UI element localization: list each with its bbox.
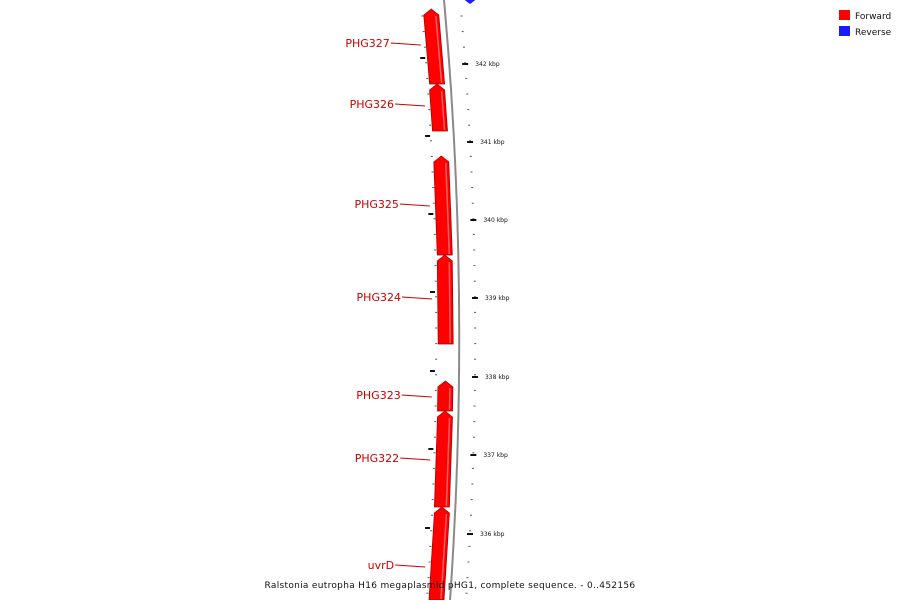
- gene-leader-line: [400, 204, 430, 206]
- scale-tick-label: 337 kbp: [483, 452, 508, 459]
- gene-arrow[interactable]: [424, 9, 445, 84]
- scale-tick-label: 341 kbp: [480, 139, 505, 146]
- scale-tick-label: 338 kbp: [485, 374, 510, 381]
- gene-label[interactable]: PHG322: [355, 452, 399, 465]
- gene-leader-line: [391, 43, 421, 45]
- gene-arrow[interactable]: [437, 255, 453, 344]
- gene-labels: [345, 37, 432, 572]
- gene-label[interactable]: PHG324: [357, 291, 401, 304]
- gene-leader-line: [402, 297, 432, 299]
- forward-legend-label: Forward: [855, 12, 891, 22]
- forward-legend-swatch: [839, 10, 850, 20]
- gene-leader-line: [400, 458, 430, 460]
- scale-tick-label: 336 kbp: [480, 531, 505, 538]
- gene-leader-line: [402, 395, 432, 397]
- gene-features: [424, 9, 453, 600]
- gene-arrow[interactable]: [434, 156, 453, 255]
- scale-tick-label: 339 kbp: [485, 295, 510, 302]
- reverse-legend-swatch: [839, 26, 850, 36]
- gene-leader-line: [395, 565, 425, 567]
- reverse-feature: [462, 0, 478, 4]
- reverse-legend-label: Reverse: [855, 28, 892, 38]
- gene-label[interactable]: PHG326: [350, 98, 394, 111]
- gene-leader-line: [395, 104, 425, 106]
- scale-tick-label: 342 kbp: [475, 61, 500, 68]
- gene-label[interactable]: PHG327: [345, 37, 389, 50]
- gene-label[interactable]: PHG323: [356, 389, 400, 402]
- gene-arrow[interactable]: [430, 84, 448, 131]
- strand-legend: [839, 10, 892, 38]
- gene-label[interactable]: uvrD: [368, 559, 394, 572]
- gene-arrow-highlight: [449, 262, 450, 343]
- scale-tick-label: 340 kbp: [483, 217, 508, 224]
- sequence-caption: Ralstonia eutropha H16 megaplasmid pHG1, complete sequence. - 0..452156: [265, 581, 636, 591]
- gene-label[interactable]: PHG325: [354, 198, 398, 211]
- gene-arrow[interactable]: [438, 381, 453, 411]
